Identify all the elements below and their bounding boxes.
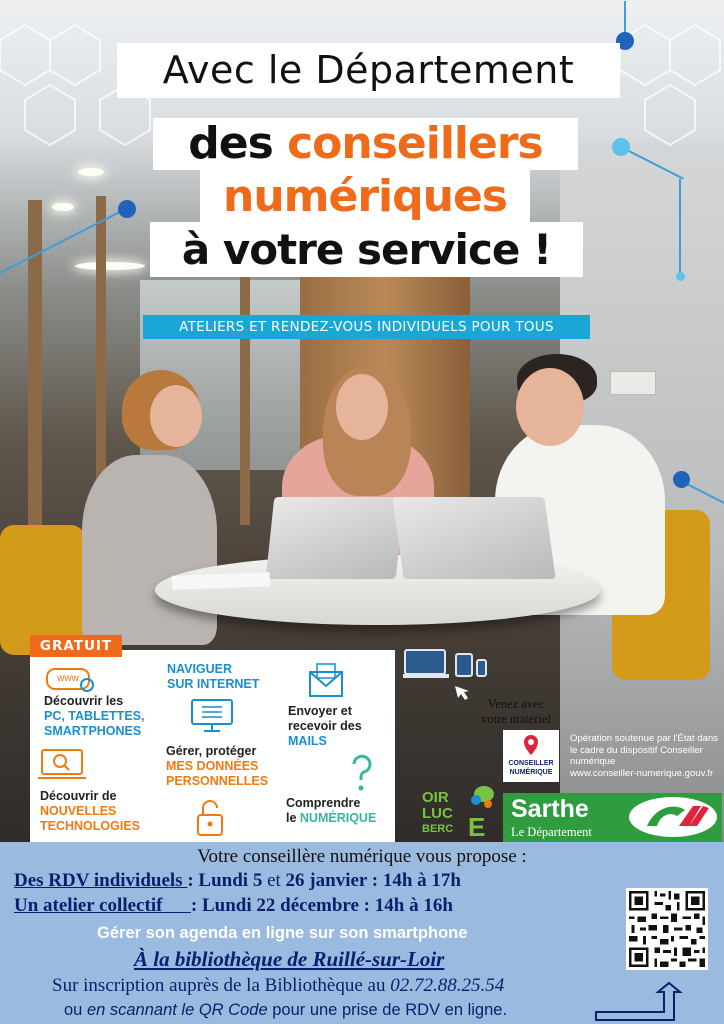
sarthe-emblem-icon <box>627 796 719 839</box>
decor-dot <box>676 272 685 281</box>
conseiller-numerique-logo: CONSEILLER NUMÉRIQUE <box>503 730 559 782</box>
big-e-letter: E <box>468 812 486 842</box>
woman-left <box>82 455 217 645</box>
ceiling-light <box>52 203 74 211</box>
item-understand-digital: Comprendre le NUMÉRIQUE <box>286 796 377 825</box>
headline-conseillers: conseillers <box>287 118 543 169</box>
qr-code[interactable] <box>626 888 708 970</box>
workshop-topic: Gérer son agenda en ligne sur son smartphone <box>97 924 468 942</box>
laptop-left <box>266 497 405 579</box>
free-badge: GRATUIT <box>30 635 122 657</box>
decor-dot <box>118 200 136 218</box>
padlock-icon <box>195 799 225 837</box>
headline-line-1: Avec le Département <box>117 43 620 98</box>
leaf-pin-icon <box>468 784 496 814</box>
state-support-text: Opération soutenue par l'État dans le cadre du dispositif Conseiller numérique www.conseiller-numerique.gouv.fr <box>570 733 718 779</box>
intro-line: Votre conseillère numérique vous propose : <box>197 846 527 867</box>
offer-panel <box>30 650 395 842</box>
item-discover-devices: Découvrir les PC, TABLETTES, SMARTPHONES <box>44 694 145 738</box>
location-pin-icon <box>523 734 539 756</box>
rdv-line: Des RDV individuels : Lundi 5 et 26 janvier : 14h à 17h <box>14 870 461 891</box>
face <box>516 368 584 446</box>
face <box>336 374 388 440</box>
headline-line-4: à votre service ! <box>150 222 583 277</box>
atelier-line: Un atelier collectif : Lundi 22 décembre : 14h à 16h <box>14 895 453 916</box>
services-banner: ATELIERS ET RENDEZ-VOUS INDIVIDUELS POUR TOUS <box>143 315 590 339</box>
workshop-info-section <box>0 842 724 1024</box>
loir-luce-berce-logo: OIR LUC BERC E <box>420 784 498 842</box>
sarthe-departement-logo: Sarthe Le Département <box>503 793 722 842</box>
magnifier-icon <box>80 678 94 692</box>
ceiling-light <box>75 262 145 270</box>
decor-dot <box>612 138 630 156</box>
wood-pillar <box>240 275 250 525</box>
qr-line: ou en scannant le QR Code pour une prise de RDV en ligne. <box>64 1001 508 1019</box>
location-line: À la bibliothèque de Ruillé-sur-Loir <box>134 947 445 971</box>
www-icon: www <box>46 668 90 690</box>
face <box>150 385 202 447</box>
laptop-right <box>392 497 556 579</box>
question-mark-icon <box>350 754 374 794</box>
arrow-to-qr-icon <box>594 982 684 1022</box>
headline-des: des <box>188 118 288 169</box>
item-protect-data: Gérer, protéger MES DONNÉES PERSONNELLES <box>166 744 269 788</box>
item-browse-internet: NAVIGUER SUR INTERNET <box>167 662 260 691</box>
item-emails: Envoyer et recevoir des MAILS <box>288 704 362 748</box>
bring-equipment-note: Venez avec votre matériel <box>481 697 551 726</box>
laptop-search-icon <box>38 748 86 782</box>
item-new-technologies: Découvrir de NOUVELLES TECHNOLOGIES <box>40 789 141 833</box>
decor-dot <box>673 471 690 488</box>
mail-icon <box>308 662 344 698</box>
ceiling-light <box>78 168 104 176</box>
phone-number: 02.72.88.25.54 <box>390 975 505 996</box>
monitor-checklist-icon <box>190 698 234 734</box>
phone-line: Sur inscription auprès de la Bibliothèque au 02.72.88.25.54 <box>52 975 505 996</box>
decor-line <box>679 179 681 279</box>
light-switch <box>610 371 656 395</box>
headline-line-3: numériques <box>200 170 530 223</box>
headline-line-2 <box>153 118 578 170</box>
